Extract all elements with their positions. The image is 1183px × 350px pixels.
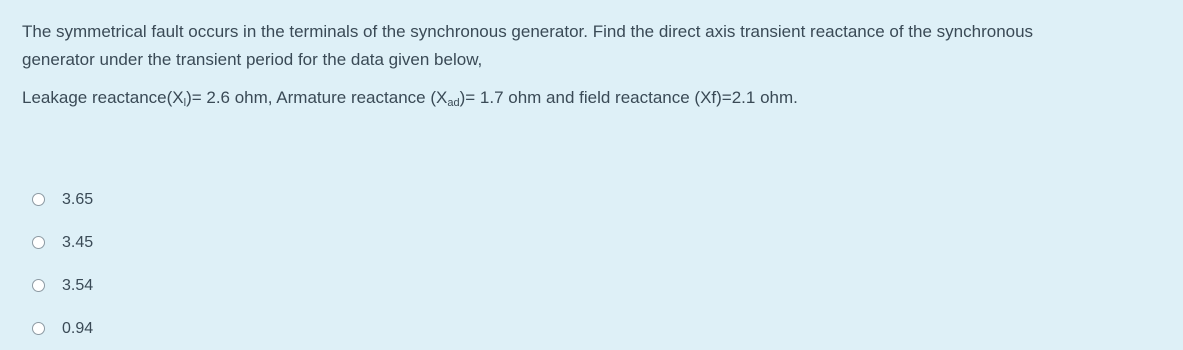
answer-option-3[interactable] [32,264,93,307]
answer-options [32,178,93,350]
armature-suffix: )= 1.7 ohm and field reactance (Xf)=2.1 ohm. [459,88,798,107]
leakage-subscript: l [183,97,187,109]
option-label[interactable]: 3.54 [62,276,94,294]
answer-option-2[interactable] [32,221,93,264]
radio-button[interactable] [32,236,45,249]
leakage-suffix: )= 2.6 ohm, Armature reactance (X [186,88,448,107]
option-label[interactable]: 3.45 [62,233,94,251]
radio-button[interactable] [32,322,45,335]
question-text [22,18,1162,112]
leakage-prefix: Leakage reactance(X [22,88,184,107]
question-data-line [22,84,1162,112]
radio-button[interactable] [32,279,45,292]
answer-option-1[interactable] [32,178,93,221]
option-label[interactable]: 0.94 [62,319,94,337]
option-label[interactable]: 3.65 [62,190,94,208]
question-line-2: generator under the transient period for the data given below, [22,50,483,69]
question-line-1: The symmetrical fault occurs in the terminals of the synchronous generator. Find the direct axis transient reactance of the synchronous [22,22,1034,41]
armature-subscript: ad [447,97,460,109]
radio-button[interactable] [32,193,45,206]
answer-option-4[interactable] [32,307,93,350]
